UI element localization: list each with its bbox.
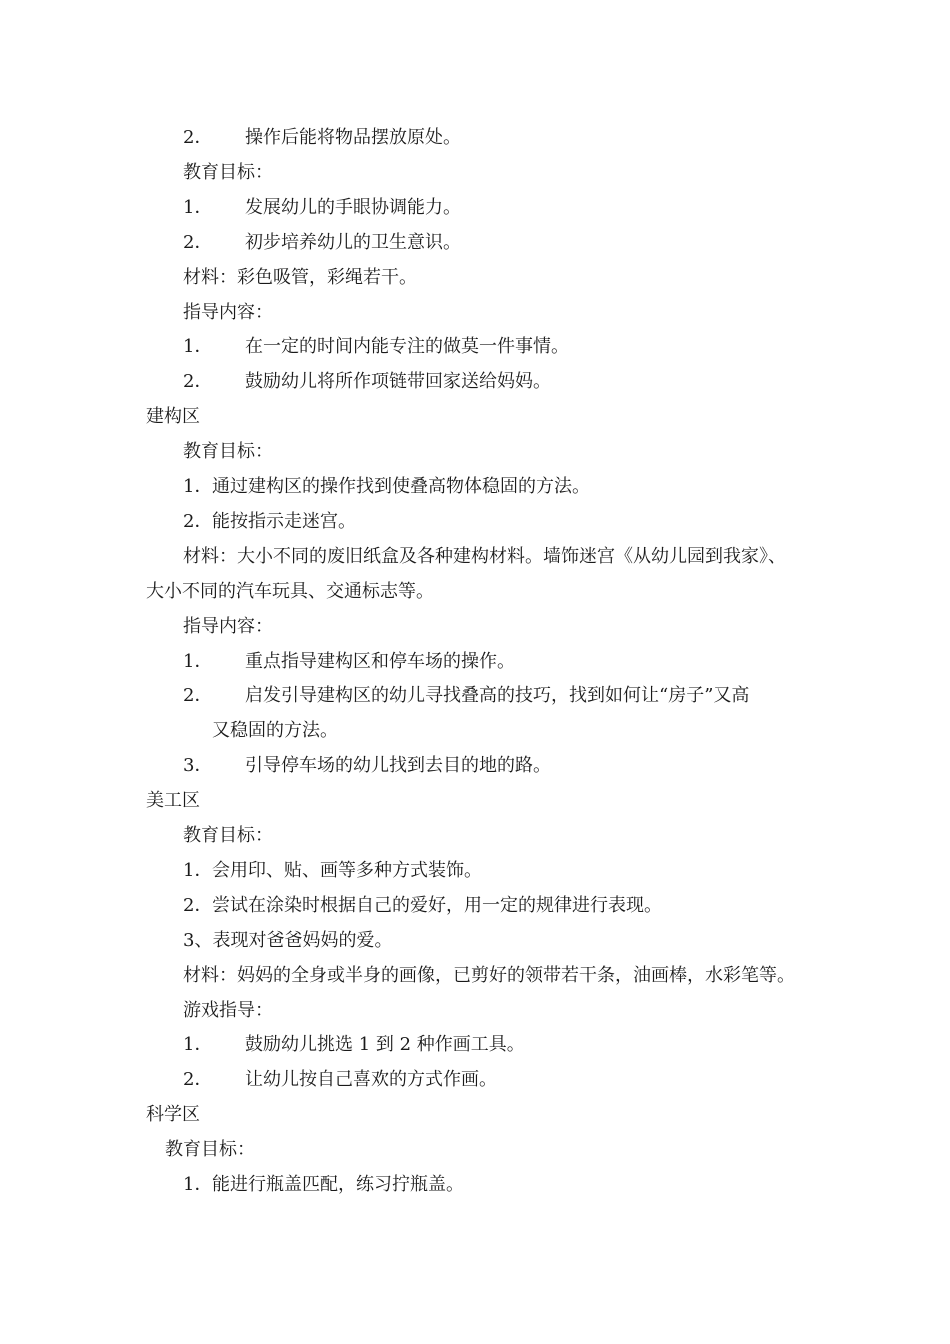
paragraph-text: 游戏指导： [183,999,273,1021]
list-item-text: 能按指示走迷宫。 [212,510,356,532]
list-item-text: 发展幼儿的手眼协调能力。 [245,196,461,218]
list-number: 1． [183,336,213,358]
paragraph-text: 指导内容： [183,615,273,637]
list-item-text: 鼓励幼儿挑选 1 到 2 种作画工具。 [245,1034,525,1056]
list-item-text: 尝试在涂染时根据自己的爱好，用一定的规律进行表现。 [212,894,662,916]
list-number: 2． [183,1069,213,1091]
paragraph-text: 大小不同的汽车玩具、交通标志等。 [146,580,434,602]
paragraph-text: 教育目标： [165,1139,255,1161]
paragraph-text: 材料：妈妈的全身或半身的画像，已剪好的领带若干条，油画棒，水彩笔等。 [183,964,795,986]
section-title: 科学区 [146,1104,200,1126]
section-title: 美工区 [146,790,200,812]
list-item-text: 重点指导建构区和停车场的操作。 [245,650,515,672]
list-item-text: 会用印、贴、画等多种方式装饰。 [212,859,482,881]
list-number: 1． [183,650,213,672]
paragraph-text: 教育目标： [183,441,273,463]
list-item-text: 初步培养幼儿的卫生意识。 [245,231,461,253]
paragraph-text: 材料：彩色吸管，彩绳若干。 [183,266,417,288]
list-item-text: 通过建构区的操作找到使叠高物体稳固的方法。 [212,476,590,497]
list-number: 2． [183,371,213,393]
list-number: 1． [183,196,213,218]
list-number: 2． [183,127,213,148]
list-item-text: 让幼儿按自己喜欢的方式作画。 [245,1069,497,1091]
list-item-text: 在一定的时间内能专注的做莫一件事情。 [245,336,569,358]
list-number: 2． [183,231,213,253]
list-item-text: 鼓励幼儿将所作项链带回家送给妈妈。 [245,371,551,393]
paragraph-text: 指导内容： [183,301,273,323]
paragraph-text: 教育目标： [183,825,273,846]
list-item-text: 启发引导建构区的幼儿寻找叠高的技巧，找到如何让“房子”又高 [245,685,750,707]
list-number: 1． [183,1034,213,1056]
paragraph-text: 教育目标： [183,161,273,183]
list-number: 1． [183,476,213,497]
list-item-text: 引导停车场的幼儿找到去目的地的路。 [245,755,551,777]
list-item-text: 能进行瓶盖匹配，练习拧瓶盖。 [212,1174,464,1195]
list-number: 2． [183,894,213,916]
list-number: 2． [183,510,213,532]
paragraph-text: 又稳固的方法。 [212,720,338,742]
paragraph-text: 材料：大小不同的废旧纸盒及各种建构材料。墙饰迷宫《从幼儿园到我家》、 [183,545,786,567]
list-number: 3． [183,755,213,777]
list-number: 2． [183,685,213,707]
paragraph-text: 3、表现对爸爸妈妈的爱。 [183,929,393,951]
section-title: 建构区 [146,406,200,428]
list-number: 1． [183,1174,213,1195]
list-item-text: 操作后能将物品摆放原处。 [245,127,461,148]
list-number: 1． [183,859,213,881]
